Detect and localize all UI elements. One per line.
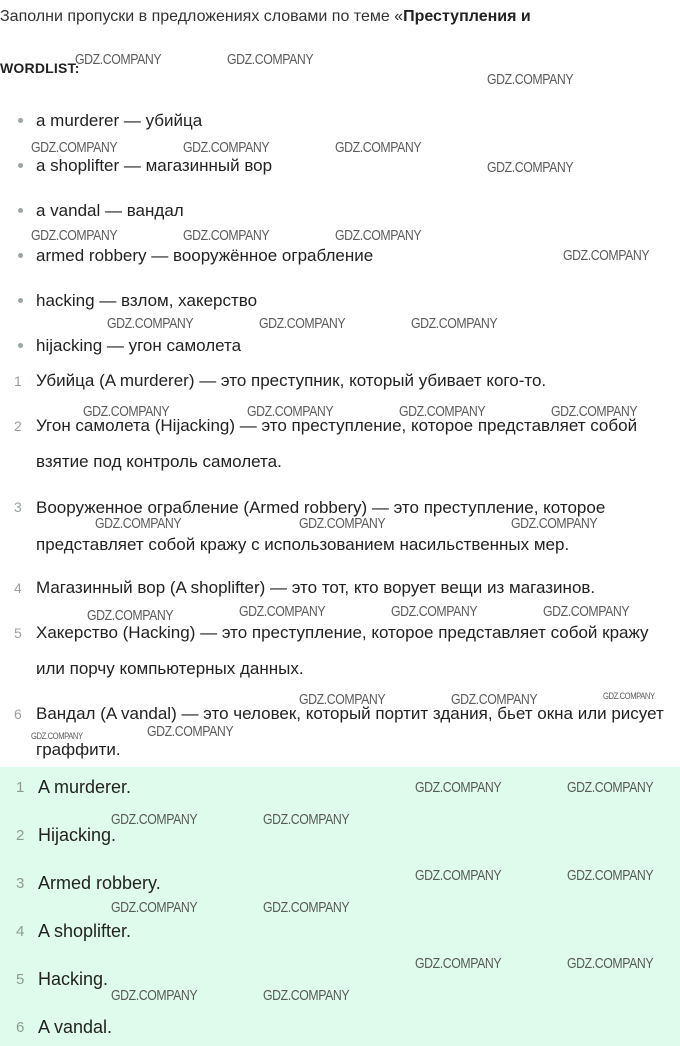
watermark: GDZ.COMPANY [543,603,630,620]
answer-text: A shoplifter. [38,921,132,941]
question-item [0,363,670,399]
answer-number: 6 [16,1019,25,1036]
question-text: Магазинный вор (A shoplifter) — это тот, кто ворует вещи из магазинов. [36,578,596,597]
question-text: Вооруженное ограбление (Armed robbery) — это преступление, которое представляет собой кражу с использованием насильственных мер. [36,498,606,554]
watermark: GDZ.COMPANY [107,315,194,332]
bullet-icon [18,298,23,303]
question-number: 1 [14,373,22,389]
answer-number: 2 [16,827,25,844]
answer-item [0,823,116,847]
wordlist-item: a vandal — вандал [18,201,184,221]
answer-number: 5 [16,971,25,988]
watermark: GDZ.COMPANY [87,607,174,624]
watermark: GDZ.COMPANY [391,603,478,620]
watermark: GDZ.COMPANY [239,603,326,620]
wordlist-label: WORDLIST: [0,60,80,76]
answer-item [0,775,131,799]
answer-item [0,967,108,991]
watermark: GDZ.COMPANY [551,403,638,420]
watermark: GDZ.COMPANY [563,247,650,264]
answer-text: Hacking. [38,969,109,989]
watermark: GDZ.COMPANY [111,811,198,828]
watermark: GDZ.COMPANY [31,731,83,741]
wordlist-item: a murderer — убийца [18,111,202,131]
watermark: GDZ.COMPANY [299,691,386,708]
answer-number: 4 [16,923,25,940]
watermark: GDZ.COMPANY [247,403,334,420]
answer-number: 1 [16,779,25,796]
watermark: GDZ.COMPANY [263,811,350,828]
watermark: GDZ.COMPANY [259,315,346,332]
watermark: GDZ.COMPANY [227,51,314,68]
wordlist-item: hacking — взлом, хакерство [18,291,257,311]
watermark: GDZ.COMPANY [603,691,655,701]
question-item [0,615,670,687]
question-text: Угон самолета (Hijacking) — это преступление, которое представляет собой взятие под контроль самолета. [36,416,638,471]
watermark: GDZ.COMPANY [567,779,654,796]
watermark: GDZ.COMPANY [487,71,574,88]
watermark: GDZ.COMPANY [567,955,654,972]
watermark: GDZ.COMPANY [75,51,162,68]
watermark: GDZ.COMPANY [511,515,598,532]
task-topic: Преступления и [403,8,531,25]
question-text: Убийца (A murderer) — это преступник, который убивает кого-то. [36,371,547,390]
answer-item [0,919,131,943]
wordlist-item: hijacking — угон самолета [18,336,241,356]
answer-item [0,871,161,895]
question-number: 4 [14,580,22,596]
watermark: GDZ.COMPANY [415,779,502,796]
watermark: GDZ.COMPANY [567,867,654,884]
watermark: GDZ.COMPANY [411,315,498,332]
answer-text: Armed robbery. [38,873,161,893]
question-number: 2 [14,418,22,434]
answer-text: A murderer. [38,777,132,797]
watermark: GDZ.COMPANY [335,139,422,156]
question-item [0,570,670,606]
answer-text: A vandal. [38,1017,113,1037]
bullet-icon [18,118,23,123]
watermark: GDZ.COMPANY [263,987,350,1004]
watermark: GDZ.COMPANY [335,227,422,244]
watermark: GDZ.COMPANY [299,515,386,532]
watermark: GDZ.COMPANY [31,139,118,156]
watermark: GDZ.COMPANY [147,723,234,740]
question-number: 5 [14,625,22,641]
watermark: GDZ.COMPANY [183,227,270,244]
watermark: GDZ.COMPANY [95,515,182,532]
watermark: GDZ.COMPANY [451,691,538,708]
watermark: GDZ.COMPANY [415,955,502,972]
watermark: GDZ.COMPANY [487,159,574,176]
watermark: GDZ.COMPANY [263,899,350,916]
wordlist-item: armed robbery — вооружённое ограбление [18,246,373,266]
watermark: GDZ.COMPANY [415,867,502,884]
watermark: GDZ.COMPANY [111,987,198,1004]
watermark: GDZ.COMPANY [111,899,198,916]
task-instruction-text: Заполни пропуски в предложениях словами по теме « [0,8,404,25]
watermark: GDZ.COMPANY [183,139,270,156]
wordlist-item: a shoplifter — магазинный вор [18,156,272,176]
question-text: Хакерство (Hacking) — это преступление, которое представляет собой кражу или порчу компьютерных данных. [36,623,649,678]
watermark: GDZ.COMPANY [399,403,486,420]
answer-text: Hijacking. [38,825,117,845]
question-number: 3 [14,499,22,515]
watermark: GDZ.COMPANY [31,227,118,244]
question-text: Вандал (A vandal) — это человек, который портит здания, бьет окна или рисует граффити. [36,704,664,759]
task-instruction [0,8,531,26]
question-number: 6 [14,706,22,722]
bullet-icon [18,253,23,258]
bullet-icon [18,343,23,348]
answer-item [0,1015,112,1039]
bullet-icon [18,163,23,168]
bullet-icon [18,208,23,213]
answer-number: 3 [16,875,25,892]
watermark: GDZ.COMPANY [83,403,170,420]
